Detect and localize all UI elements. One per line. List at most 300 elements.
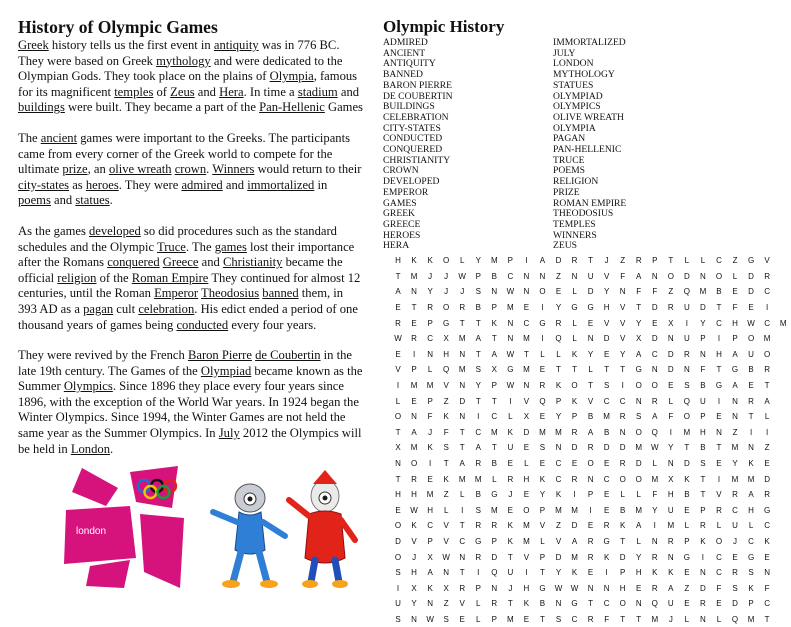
- grid-letter[interactable]: M: [426, 490, 434, 500]
- grid-letter[interactable]: O: [443, 303, 450, 313]
- grid-letter[interactable]: W: [506, 287, 515, 297]
- grid-letter[interactable]: A: [764, 396, 770, 406]
- grid-letter[interactable]: R: [764, 365, 770, 375]
- grid-letter[interactable]: C: [475, 427, 482, 437]
- grid-letter[interactable]: O: [715, 271, 723, 281]
- grid-letter[interactable]: Q: [491, 568, 498, 578]
- grid-letter[interactable]: L: [459, 490, 465, 500]
- grid-letter[interactable]: B: [491, 459, 497, 469]
- grid-letter[interactable]: L: [459, 256, 465, 266]
- grid-letter[interactable]: E: [539, 412, 546, 422]
- grid-letter[interactable]: V: [603, 271, 610, 281]
- grid-letter[interactable]: T: [700, 490, 706, 500]
- grid-letter[interactable]: K: [411, 521, 417, 531]
- grid-letter[interactable]: K: [443, 474, 449, 484]
- grid-letter[interactable]: P: [555, 396, 562, 406]
- grid-letter[interactable]: N: [539, 271, 546, 281]
- grid-letter[interactable]: H: [411, 490, 417, 500]
- grid-letter[interactable]: T: [507, 552, 513, 562]
- grid-letter[interactable]: L: [684, 521, 690, 531]
- grid-letter[interactable]: A: [539, 256, 546, 266]
- grid-letter[interactable]: C: [716, 552, 722, 562]
- grid-letter[interactable]: O: [747, 334, 755, 344]
- grid-letter[interactable]: I: [541, 303, 544, 313]
- grid-letter[interactable]: Q: [539, 396, 546, 406]
- grid-letter[interactable]: U: [732, 521, 738, 531]
- grid-letter[interactable]: P: [427, 318, 433, 328]
- grid-letter[interactable]: D: [459, 396, 466, 406]
- grid-letter[interactable]: R: [491, 599, 498, 609]
- grid-letter[interactable]: X: [491, 365, 497, 375]
- grid-letter[interactable]: N: [507, 334, 514, 344]
- grid-letter[interactable]: L: [588, 365, 593, 375]
- grid-letter[interactable]: C: [764, 287, 770, 297]
- grid-letter[interactable]: Z: [764, 443, 770, 453]
- grid-letter[interactable]: M: [571, 552, 578, 562]
- grid-letter[interactable]: G: [603, 536, 610, 546]
- grid-letter[interactable]: Y: [652, 505, 658, 515]
- grid-letter[interactable]: L: [700, 256, 706, 266]
- grid-letter[interactable]: C: [427, 521, 433, 531]
- grid-letter[interactable]: S: [684, 381, 690, 391]
- grid-letter[interactable]: I: [749, 427, 753, 437]
- grid-letter[interactable]: O: [523, 505, 530, 515]
- grid-letter[interactable]: V: [620, 334, 626, 344]
- grid-letter[interactable]: N: [748, 443, 754, 453]
- grid-letter[interactable]: I: [477, 568, 480, 578]
- grid-letter[interactable]: D: [555, 256, 562, 266]
- grid-letter[interactable]: N: [411, 287, 417, 297]
- grid-letter[interactable]: C: [571, 614, 578, 624]
- grid-letter[interactable]: N: [651, 536, 658, 546]
- grid-letter[interactable]: K: [427, 443, 433, 453]
- grid-letter[interactable]: D: [587, 287, 594, 297]
- grid-letter[interactable]: G: [731, 365, 739, 375]
- grid-letter[interactable]: H: [523, 474, 530, 484]
- grid-letter[interactable]: X: [411, 583, 417, 593]
- grid-letter[interactable]: P: [684, 536, 690, 546]
- grid-letter[interactable]: N: [427, 349, 433, 359]
- grid-letter[interactable]: V: [443, 536, 449, 546]
- grid-letter[interactable]: B: [475, 490, 481, 500]
- grid-letter[interactable]: P: [539, 505, 546, 515]
- grid-letter[interactable]: G: [747, 256, 755, 266]
- grid-letter[interactable]: L: [492, 474, 497, 484]
- grid-letter[interactable]: E: [587, 521, 594, 531]
- grid-letter[interactable]: P: [748, 599, 754, 609]
- grid-letter[interactable]: V: [411, 536, 417, 546]
- grid-letter[interactable]: K: [571, 568, 578, 578]
- grid-letter[interactable]: N: [700, 568, 706, 578]
- grid-letter[interactable]: N: [764, 568, 770, 578]
- grid-letter[interactable]: D: [667, 349, 674, 359]
- grid-letter[interactable]: H: [443, 349, 450, 359]
- grid-letter[interactable]: W: [650, 443, 659, 453]
- grid-letter[interactable]: P: [427, 396, 433, 406]
- grid-letter[interactable]: M: [571, 505, 578, 515]
- grid-letter[interactable]: T: [764, 614, 770, 624]
- grid-letter[interactable]: T: [668, 256, 674, 266]
- grid-letter[interactable]: V: [716, 490, 722, 500]
- grid-letter[interactable]: R: [732, 490, 738, 500]
- grid-letter[interactable]: K: [491, 318, 497, 328]
- grid-letter[interactable]: N: [587, 334, 594, 344]
- grid-letter[interactable]: T: [491, 396, 497, 406]
- grid-letter[interactable]: N: [683, 365, 690, 375]
- grid-letter[interactable]: O: [539, 287, 546, 297]
- grid-letter[interactable]: S: [475, 505, 481, 515]
- grid-letter[interactable]: T: [443, 459, 449, 469]
- grid-letter[interactable]: T: [764, 381, 770, 391]
- grid-letter[interactable]: C: [603, 599, 610, 609]
- grid-letter[interactable]: Z: [443, 490, 449, 500]
- grid-letter[interactable]: B: [603, 427, 610, 437]
- grid-letter[interactable]: P: [700, 412, 706, 422]
- grid-letter[interactable]: V: [459, 599, 465, 609]
- grid-letter[interactable]: E: [427, 474, 433, 484]
- grid-letter[interactable]: R: [571, 474, 578, 484]
- grid-letter[interactable]: I: [461, 505, 464, 515]
- grid-letter[interactable]: D: [555, 552, 562, 562]
- grid-letter[interactable]: N: [411, 412, 417, 422]
- grid-letter[interactable]: W: [554, 583, 563, 593]
- grid-letter[interactable]: M: [458, 474, 466, 484]
- grid-letter[interactable]: J: [444, 271, 449, 281]
- grid-letter[interactable]: K: [620, 521, 626, 531]
- grid-letter[interactable]: A: [668, 583, 674, 593]
- grid-letter[interactable]: V: [587, 396, 594, 406]
- grid-letter[interactable]: A: [395, 287, 401, 297]
- grid-letter[interactable]: T: [636, 303, 642, 313]
- grid-letter[interactable]: D: [732, 599, 738, 609]
- grid-letter[interactable]: I: [717, 334, 721, 344]
- grid-letter[interactable]: N: [507, 318, 514, 328]
- grid-letter[interactable]: Y: [539, 490, 546, 500]
- grid-letter[interactable]: O: [394, 552, 402, 562]
- grid-letter[interactable]: G: [763, 505, 771, 515]
- grid-letter[interactable]: M: [490, 256, 498, 266]
- grid-letter[interactable]: R: [539, 381, 546, 391]
- grid-letter[interactable]: R: [587, 443, 594, 453]
- grid-letter[interactable]: C: [764, 521, 770, 531]
- grid-letter[interactable]: H: [716, 349, 722, 359]
- grid-letter[interactable]: D: [619, 443, 626, 453]
- grid-letter[interactable]: O: [651, 381, 658, 391]
- grid-letter[interactable]: X: [427, 552, 433, 562]
- grid-letter[interactable]: R: [748, 396, 754, 406]
- grid-letter[interactable]: S: [636, 412, 642, 422]
- grid-letter[interactable]: R: [459, 303, 466, 313]
- grid-letter[interactable]: L: [476, 614, 481, 624]
- grid-letter[interactable]: N: [603, 583, 610, 593]
- grid-letter[interactable]: L: [556, 349, 561, 359]
- grid-letter[interactable]: D: [603, 443, 610, 453]
- grid-letter[interactable]: C: [491, 412, 498, 422]
- grid-letter[interactable]: K: [668, 568, 674, 578]
- grid-letter[interactable]: K: [748, 583, 754, 593]
- grid-letter[interactable]: M: [683, 427, 691, 437]
- grid-letter[interactable]: N: [491, 287, 498, 297]
- grid-letter[interactable]: M: [731, 474, 739, 484]
- grid-letter[interactable]: T: [684, 443, 690, 453]
- grid-letter[interactable]: J: [412, 552, 417, 562]
- grid-letter[interactable]: D: [651, 303, 658, 313]
- grid-letter[interactable]: H: [523, 583, 530, 593]
- grid-letter[interactable]: F: [764, 583, 770, 593]
- grid-letter[interactable]: M: [603, 412, 610, 422]
- grid-letter[interactable]: Y: [427, 287, 433, 297]
- grid-letter[interactable]: K: [652, 568, 658, 578]
- grid-letter[interactable]: Y: [732, 459, 738, 469]
- grid-letter[interactable]: B: [491, 271, 497, 281]
- grid-letter[interactable]: K: [539, 474, 546, 484]
- grid-letter[interactable]: Y: [636, 552, 642, 562]
- grid-letter[interactable]: M: [490, 427, 498, 437]
- grid-letter[interactable]: Z: [732, 427, 738, 437]
- grid-letter[interactable]: E: [555, 287, 562, 297]
- grid-letter[interactable]: W: [570, 583, 579, 593]
- grid-letter[interactable]: E: [668, 381, 674, 391]
- grid-letter[interactable]: H: [700, 427, 706, 437]
- grid-letter[interactable]: O: [619, 599, 626, 609]
- grid-letter[interactable]: M: [667, 521, 675, 531]
- grid-letter[interactable]: X: [523, 412, 530, 422]
- grid-letter[interactable]: V: [395, 365, 401, 375]
- grid-letter[interactable]: A: [475, 443, 481, 453]
- grid-letter[interactable]: M: [410, 381, 418, 391]
- grid-letter[interactable]: K: [507, 536, 514, 546]
- grid-letter[interactable]: V: [443, 521, 449, 531]
- grid-letter[interactable]: Z: [556, 271, 561, 281]
- grid-letter[interactable]: T: [748, 412, 754, 422]
- grid-letter[interactable]: N: [443, 568, 450, 578]
- grid-letter[interactable]: T: [588, 381, 594, 391]
- grid-letter[interactable]: C: [716, 256, 722, 266]
- grid-letter[interactable]: P: [411, 365, 417, 375]
- grid-letter[interactable]: E: [395, 349, 401, 359]
- grid-letter[interactable]: V: [603, 318, 610, 328]
- grid-letter[interactable]: E: [587, 568, 594, 578]
- grid-letter[interactable]: E: [395, 505, 401, 515]
- grid-letter[interactable]: I: [541, 334, 544, 344]
- grid-letter[interactable]: C: [427, 334, 433, 344]
- grid-letter[interactable]: E: [716, 412, 722, 422]
- grid-letter[interactable]: M: [458, 365, 466, 375]
- grid-letter[interactable]: D: [700, 583, 706, 593]
- grid-letter[interactable]: R: [475, 459, 482, 469]
- grid-letter[interactable]: M: [410, 271, 418, 281]
- grid-letter[interactable]: K: [411, 256, 417, 266]
- grid-letter[interactable]: L: [508, 412, 513, 422]
- grid-letter[interactable]: T: [459, 568, 465, 578]
- grid-letter[interactable]: U: [507, 568, 514, 578]
- grid-letter[interactable]: U: [507, 443, 514, 453]
- grid-letter[interactable]: B: [700, 381, 706, 391]
- grid-letter[interactable]: P: [491, 536, 497, 546]
- grid-letter[interactable]: G: [443, 318, 450, 328]
- grid-letter[interactable]: X: [443, 583, 449, 593]
- grid-letter[interactable]: K: [571, 349, 578, 359]
- grid-letter[interactable]: R: [571, 256, 578, 266]
- grid-letter[interactable]: Z: [684, 583, 690, 593]
- grid-letter[interactable]: R: [507, 474, 514, 484]
- grid-letter[interactable]: N: [700, 614, 706, 624]
- grid-letter[interactable]: E: [587, 318, 594, 328]
- grid-letter[interactable]: G: [635, 365, 642, 375]
- grid-letter[interactable]: L: [668, 396, 674, 406]
- grid-letter[interactable]: K: [523, 599, 530, 609]
- grid-letter[interactable]: R: [459, 583, 466, 593]
- grid-letter[interactable]: J: [668, 614, 673, 624]
- grid-letter[interactable]: T: [716, 303, 722, 313]
- grid-letter[interactable]: Z: [620, 256, 626, 266]
- grid-letter[interactable]: M: [523, 521, 530, 531]
- grid-letter[interactable]: R: [716, 505, 722, 515]
- grid-letter[interactable]: A: [748, 490, 754, 500]
- grid-letter[interactable]: M: [651, 474, 659, 484]
- grid-letter[interactable]: S: [700, 459, 706, 469]
- grid-letter[interactable]: A: [475, 334, 481, 344]
- grid-letter[interactable]: N: [651, 271, 658, 281]
- grid-letter[interactable]: Y: [555, 412, 562, 422]
- grid-letter[interactable]: O: [715, 536, 723, 546]
- grid-letter[interactable]: G: [507, 365, 514, 375]
- grid-letter[interactable]: C: [459, 536, 466, 546]
- grid-letter[interactable]: S: [475, 365, 481, 375]
- grid-letter[interactable]: A: [732, 381, 738, 391]
- grid-letter[interactable]: N: [732, 412, 738, 422]
- grid-letter[interactable]: L: [716, 521, 722, 531]
- grid-letter[interactable]: U: [395, 599, 401, 609]
- grid-letter[interactable]: U: [683, 303, 690, 313]
- grid-letter[interactable]: M: [490, 505, 498, 515]
- grid-letter[interactable]: C: [651, 349, 658, 359]
- grid-letter[interactable]: N: [523, 381, 530, 391]
- grid-letter[interactable]: R: [764, 271, 770, 281]
- grid-letter[interactable]: N: [459, 381, 466, 391]
- grid-letter[interactable]: I: [605, 568, 608, 578]
- grid-letter[interactable]: W: [410, 505, 418, 515]
- grid-letter[interactable]: N: [667, 334, 674, 344]
- grid-letter[interactable]: L: [684, 614, 690, 624]
- grid-letter[interactable]: C: [603, 474, 610, 484]
- grid-letter[interactable]: S: [603, 381, 610, 391]
- grid-letter[interactable]: E: [684, 568, 690, 578]
- grid-letter[interactable]: M: [779, 318, 787, 328]
- grid-letter[interactable]: N: [571, 271, 578, 281]
- grid-letter[interactable]: D: [651, 334, 658, 344]
- grid-letter[interactable]: Z: [443, 396, 449, 406]
- grid-letter[interactable]: N: [523, 287, 530, 297]
- grid-letter[interactable]: L: [572, 287, 577, 297]
- grid-letter[interactable]: M: [635, 505, 643, 515]
- grid-letter[interactable]: U: [683, 334, 690, 344]
- grid-letter[interactable]: T: [620, 365, 626, 375]
- grid-letter[interactable]: D: [619, 552, 626, 562]
- grid-letter[interactable]: O: [763, 349, 771, 359]
- grid-letter[interactable]: R: [619, 459, 626, 469]
- grid-letter[interactable]: N: [427, 599, 433, 609]
- grid-letter[interactable]: T: [700, 474, 706, 484]
- grid-letter[interactable]: T: [556, 365, 561, 375]
- grid-letter[interactable]: V: [523, 396, 530, 406]
- grid-letter[interactable]: R: [667, 303, 674, 313]
- grid-letter[interactable]: M: [474, 474, 482, 484]
- grid-letter[interactable]: M: [731, 443, 739, 453]
- grid-letter[interactable]: C: [507, 271, 514, 281]
- grid-letter[interactable]: K: [507, 427, 514, 437]
- grid-letter[interactable]: F: [636, 287, 642, 297]
- grid-letter[interactable]: J: [428, 427, 433, 437]
- grid-letter[interactable]: R: [651, 583, 658, 593]
- grid-letter[interactable]: S: [443, 443, 449, 453]
- grid-letter[interactable]: U: [667, 599, 674, 609]
- grid-letter[interactable]: Y: [603, 287, 610, 297]
- grid-letter[interactable]: N: [619, 287, 626, 297]
- grid-letter[interactable]: D: [748, 287, 754, 297]
- grid-letter[interactable]: V: [620, 318, 626, 328]
- grid-letter[interactable]: G: [683, 552, 690, 562]
- grid-letter[interactable]: J: [428, 271, 433, 281]
- grid-letter[interactable]: T: [395, 427, 401, 437]
- grid-letter[interactable]: T: [459, 521, 465, 531]
- grid-letter[interactable]: K: [684, 474, 690, 484]
- grid-letter[interactable]: P: [539, 552, 546, 562]
- grid-letter[interactable]: D: [683, 459, 690, 469]
- grid-letter[interactable]: F: [668, 412, 674, 422]
- grid-letter[interactable]: I: [621, 381, 624, 391]
- grid-letter[interactable]: H: [603, 303, 610, 313]
- grid-letter[interactable]: M: [410, 443, 418, 453]
- grid-letter[interactable]: W: [394, 334, 402, 344]
- grid-letter[interactable]: G: [715, 381, 723, 391]
- grid-letter[interactable]: E: [523, 443, 530, 453]
- grid-letter[interactable]: A: [636, 271, 642, 281]
- grid-letter[interactable]: E: [507, 505, 514, 515]
- grid-letter[interactable]: B: [539, 599, 546, 609]
- grid-letter[interactable]: R: [491, 521, 498, 531]
- grid-letter[interactable]: L: [572, 318, 577, 328]
- grid-letter[interactable]: B: [587, 412, 594, 422]
- grid-letter[interactable]: C: [716, 568, 722, 578]
- grid-letter[interactable]: E: [507, 459, 514, 469]
- grid-letter[interactable]: T: [636, 614, 642, 624]
- grid-letter[interactable]: R: [411, 474, 417, 484]
- grid-letter[interactable]: A: [491, 349, 497, 359]
- grid-letter[interactable]: E: [732, 287, 738, 297]
- grid-letter[interactable]: R: [667, 536, 674, 546]
- grid-letter[interactable]: T: [475, 396, 481, 406]
- grid-letter[interactable]: R: [587, 614, 594, 624]
- grid-letter[interactable]: E: [523, 490, 530, 500]
- grid-letter[interactable]: P: [475, 583, 481, 593]
- grid-letter[interactable]: I: [525, 568, 528, 578]
- grid-letter[interactable]: E: [603, 505, 610, 515]
- grid-letter[interactable]: Z: [668, 287, 674, 297]
- grid-letter[interactable]: T: [620, 536, 626, 546]
- grid-letter[interactable]: O: [571, 381, 578, 391]
- grid-letter[interactable]: B: [748, 365, 754, 375]
- grid-letter[interactable]: N: [411, 614, 417, 624]
- grid-letter[interactable]: O: [394, 521, 402, 531]
- grid-letter[interactable]: Y: [636, 318, 642, 328]
- grid-letter[interactable]: N: [667, 459, 674, 469]
- grid-letter[interactable]: P: [491, 381, 497, 391]
- grid-letter[interactable]: V: [764, 256, 770, 266]
- grid-letter[interactable]: I: [717, 396, 721, 406]
- grid-letter[interactable]: N: [523, 271, 530, 281]
- grid-letter[interactable]: E: [748, 303, 754, 313]
